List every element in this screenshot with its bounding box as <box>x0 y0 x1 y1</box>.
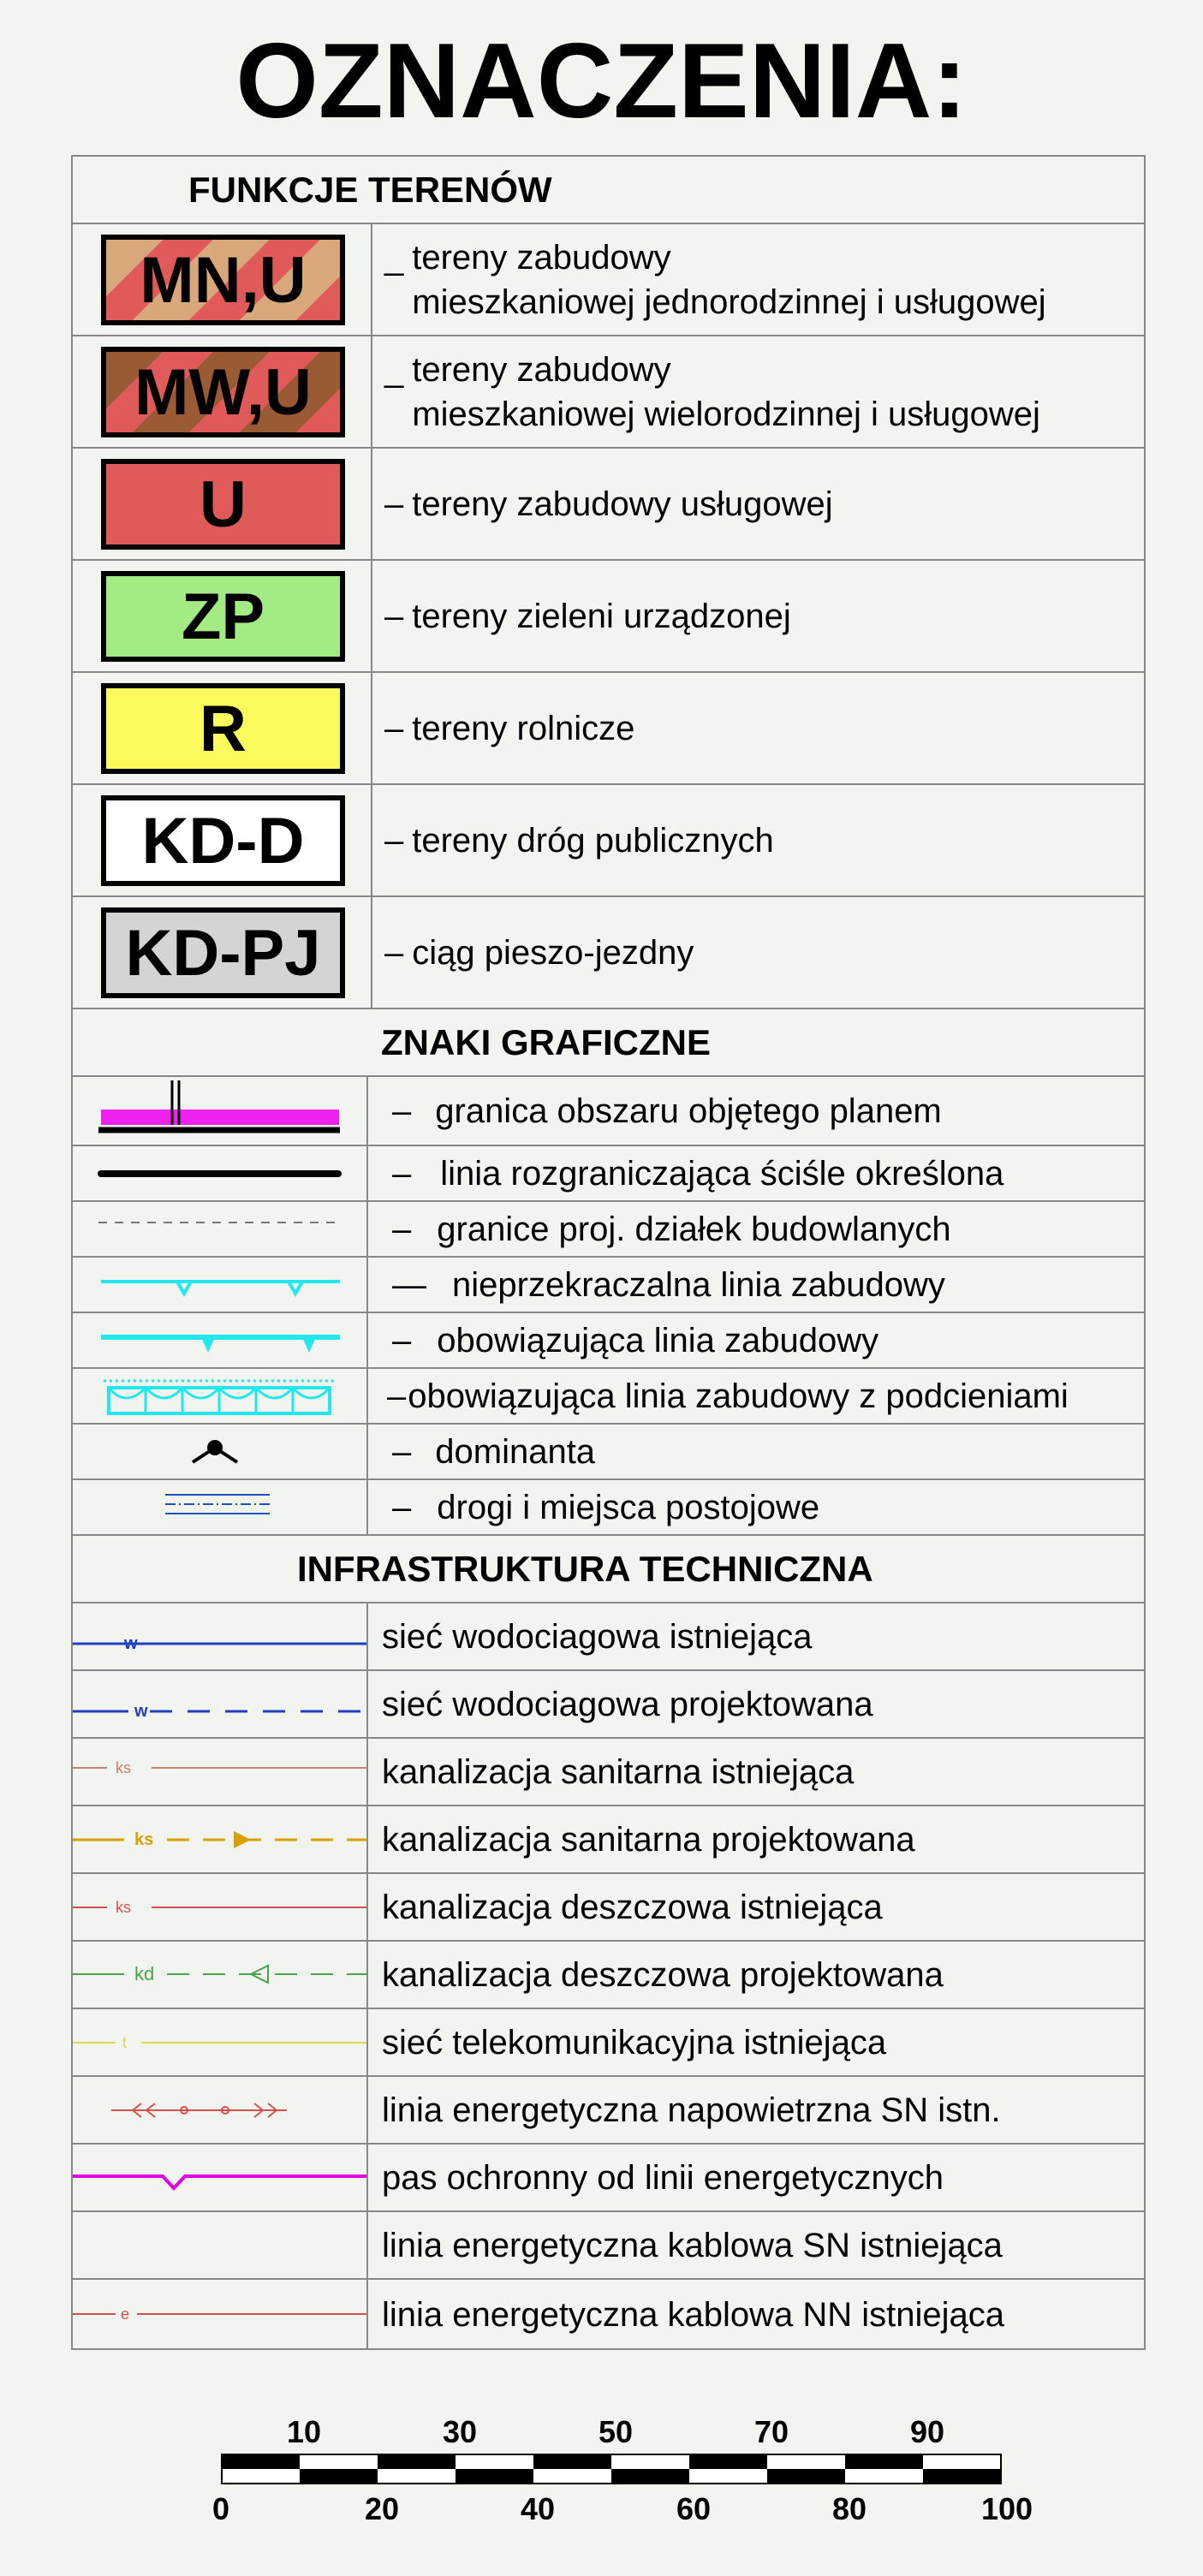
cable-power-nn-icon <box>73 2280 368 2348</box>
section-header-text: INFRASTRUKTURA TECHNICZNA <box>297 1548 873 1589</box>
scale-label-bottom: 0 <box>211 2491 230 2526</box>
land-use-label: tereny rolnicze <box>412 709 635 747</box>
plan-boundary-icon <box>73 1077 368 1145</box>
symbol-cell <box>73 2009 368 2075</box>
dash: – <box>384 821 404 860</box>
infrastructure-row <box>73 2009 1144 2077</box>
symbol-cell <box>73 1313 368 1367</box>
scale-label-bottom: 60 <box>676 2491 712 2526</box>
text-cell <box>368 1258 1144 1312</box>
infrastructure-label: kanalizacja deszczowa istniejąca <box>382 1888 883 1926</box>
line-mark-text: t <box>122 2034 128 2051</box>
land-use-symbol-zp <box>101 571 345 662</box>
telecom-existing-icon <box>73 2009 368 2075</box>
line-mark-text: ks <box>116 1899 131 1916</box>
graphic-sign-row <box>73 1146 1144 1202</box>
text-cell <box>368 1942 1144 2008</box>
symbol-cell <box>73 1425 368 1478</box>
dash: – <box>392 1321 412 1359</box>
symbol-cell <box>73 224 372 335</box>
water-existing-icon <box>73 1603 368 1669</box>
dash: – <box>392 1210 412 1248</box>
water-planned-icon <box>73 1671 368 1737</box>
text-cell <box>368 1425 1144 1478</box>
infrastructure-label: pas ochronny od linii energetycznych <box>382 2158 944 2197</box>
dash: _ <box>384 350 404 389</box>
scale-bar-graphic <box>221 2454 1002 2496</box>
land-use-row <box>73 785 1144 897</box>
land-use-code: R <box>200 692 247 765</box>
land-use-code: KD-D <box>141 804 305 878</box>
scale-label-top: 10 <box>286 2414 322 2449</box>
symbol-cell <box>73 1739 368 1805</box>
infrastructure-row <box>73 2212 1144 2280</box>
dominant-icon <box>73 1425 368 1478</box>
scale-label-bottom: 20 <box>364 2491 400 2526</box>
sanitary-planned-icon <box>73 1806 368 1872</box>
cable-power-sn-icon <box>73 2212 368 2278</box>
symbol-cell <box>73 2280 368 2350</box>
infrastructure-label: sieć wodociagowa projektowana <box>382 1685 873 1723</box>
text-cell <box>368 2009 1144 2075</box>
line-mark-text: w <box>134 1702 148 1721</box>
symbol-cell <box>73 785 372 895</box>
graphic-sign-row <box>73 1480 1144 1536</box>
legend-title: OZNACZENIA: <box>235 22 968 140</box>
nonexceedable-building-line-icon <box>73 1258 368 1312</box>
land-use-row <box>73 561 1144 673</box>
symbol-cell <box>73 1146 368 1200</box>
symbol-cell <box>73 561 372 671</box>
land-use-label: ciąg pieszo-jezdny <box>412 933 694 972</box>
text-cell <box>372 449 1144 559</box>
land-use-code: MN,U <box>140 243 307 317</box>
graphic-sign-label: granice proj. działek budowlanych <box>437 1210 951 1248</box>
graphic-sign-row <box>73 1369 1144 1425</box>
symbol-cell <box>73 1942 368 2008</box>
scale-label-bottom: 40 <box>520 2491 556 2526</box>
arcade-building-line-icon <box>73 1369 368 1423</box>
text-cell <box>368 2077 1144 2143</box>
symbol-cell <box>73 673 372 783</box>
plot-boundary-icon <box>73 1202 368 1256</box>
storm-planned-icon <box>73 1942 368 2008</box>
text-cell <box>368 1202 1144 1256</box>
land-use-label: tereny dróg publicznych <box>412 821 774 860</box>
legend-table <box>71 155 1146 2350</box>
text-cell <box>368 2212 1144 2278</box>
text-cell <box>372 785 1144 895</box>
infrastructure-label: linia energetyczna kablowa SN istniejąca <box>382 2226 1003 2264</box>
land-use-code: KD-PJ <box>125 916 321 990</box>
text-cell <box>368 1480 1144 1534</box>
graphic-sign-label: nieprzekraczalna linia zabudowy <box>452 1265 945 1304</box>
symbol-cell <box>73 336 372 447</box>
dash: – <box>392 1432 412 1471</box>
text-cell <box>368 1146 1144 1200</box>
overhead-power-sn-icon <box>73 2077 368 2143</box>
storm-existing-icon <box>73 1874 368 1940</box>
section-header-infrastructure <box>73 1536 1144 1603</box>
text-cell <box>368 2145 1144 2210</box>
line-mark-text: w <box>124 1634 138 1653</box>
land-use-code: MW,U <box>134 355 312 429</box>
graphic-sign-row <box>73 1202 1144 1258</box>
dash: _ <box>384 238 404 277</box>
infrastructure-label: kanalizacja deszczowa projektowana <box>382 1955 944 1994</box>
infrastructure-row <box>73 1942 1144 2009</box>
section-header-land-use <box>73 157 1144 224</box>
dash: — <box>392 1265 426 1304</box>
scale-label-bottom: 80 <box>831 2491 867 2526</box>
scale-label-bottom: 100 <box>980 2491 1033 2526</box>
land-use-label-line2: mieszkaniowej wielorodzinnej i usługowej <box>412 395 1040 433</box>
infrastructure-row <box>73 1671 1144 1739</box>
infrastructure-row <box>73 2280 1144 2350</box>
text-cell <box>372 897 1144 1008</box>
section-header-text: FUNKCJE TERENÓW <box>188 169 552 210</box>
land-use-symbol-u <box>101 459 345 550</box>
land-use-row <box>73 897 1144 1009</box>
land-use-code: ZP <box>181 580 265 653</box>
text-cell <box>368 1671 1144 1737</box>
infrastructure-label: linia energetyczna kablowa NN istniejąca <box>382 2296 1005 2334</box>
dash: – <box>384 709 404 747</box>
line-mark-text: kd <box>134 1963 155 1984</box>
dash: – <box>392 1092 412 1130</box>
text-cell <box>372 224 1144 335</box>
demarcation-line-icon <box>73 1146 368 1200</box>
graphic-sign-label: obowiązująca linia zabudowy <box>437 1321 879 1359</box>
land-use-label-line1: tereny zabudowy <box>412 238 671 277</box>
section-header-graphic-signs <box>73 1009 1144 1077</box>
infrastructure-row <box>73 1603 1144 1671</box>
land-use-symbol-kdd <box>101 795 345 886</box>
infrastructure-label: linia energetyczna napowietrzna SN istn. <box>382 2091 1001 2129</box>
land-use-row <box>73 224 1144 336</box>
infrastructure-row <box>73 1739 1144 1806</box>
text-cell <box>368 1739 1144 1805</box>
land-use-label: tereny zieleni urządzonej <box>412 597 791 635</box>
text-cell <box>372 673 1144 783</box>
line-mark-text: ks <box>134 1830 154 1849</box>
text-cell <box>368 1806 1144 1872</box>
graphic-sign-label: linia rozgraniczająca ściśle określona <box>440 1154 1004 1193</box>
symbol-cell <box>73 1874 368 1940</box>
graphic-sign-row <box>73 1077 1144 1146</box>
scale-label-top: 90 <box>909 2414 945 2449</box>
infrastructure-label: kanalizacja sanitarna projektowana <box>382 1820 915 1859</box>
scale-label-top: 30 <box>442 2414 478 2449</box>
infrastructure-label: sieć telekomunikacyjna istniejąca <box>382 2023 887 2061</box>
symbol-cell <box>73 1603 368 1669</box>
text-cell <box>368 1603 1144 1669</box>
section-header-text: ZNAKI GRAFICZNE <box>381 1021 711 1062</box>
symbol-cell <box>73 1806 368 1872</box>
land-use-row <box>73 673 1144 785</box>
land-use-label: tereny zabudowy usługowej <box>412 485 833 523</box>
symbol-cell <box>73 2145 368 2210</box>
infrastructure-label: kanalizacja sanitarna istniejąca <box>382 1752 855 1791</box>
symbol-cell <box>73 1480 368 1534</box>
symbol-cell <box>73 449 372 559</box>
scale-label-top: 50 <box>598 2414 634 2449</box>
scale-label-top: 70 <box>753 2414 789 2449</box>
infrastructure-row <box>73 1806 1144 1874</box>
graphic-sign-row <box>73 1313 1144 1369</box>
dash: – <box>392 1154 412 1193</box>
dash: – <box>392 1488 412 1526</box>
infrastructure-row <box>73 1874 1144 1942</box>
mandatory-building-line-icon <box>73 1313 368 1367</box>
text-cell <box>372 561 1144 671</box>
symbol-cell <box>73 1671 368 1737</box>
dash: – <box>384 933 404 972</box>
land-use-symbol-mnu <box>101 235 345 325</box>
symbol-cell <box>73 2077 368 2143</box>
symbol-cell <box>73 1202 368 1256</box>
land-use-label-line1: tereny zabudowy <box>412 350 671 389</box>
text-cell <box>368 1369 1144 1423</box>
symbol-cell <box>73 2212 368 2278</box>
dash: – <box>384 597 404 635</box>
land-use-symbol-kdpj <box>101 907 345 998</box>
line-mark-text: ks <box>116 1759 131 1776</box>
symbol-cell <box>73 897 372 1008</box>
graphic-sign-label: granica obszaru objętego planem <box>435 1092 942 1130</box>
graphic-sign-label: obowiązująca linia zabudowy z podcieniami <box>408 1377 1069 1415</box>
symbol-cell <box>73 1369 368 1423</box>
power-protection-strip-icon <box>73 2145 368 2210</box>
graphic-sign-row <box>73 1258 1144 1313</box>
dash: – <box>384 485 404 523</box>
land-use-row <box>73 449 1144 561</box>
graphic-sign-label: dominanta <box>435 1432 596 1471</box>
symbol-cell <box>73 1258 368 1312</box>
land-use-symbol-r <box>101 683 345 774</box>
text-cell <box>368 1874 1144 1940</box>
land-use-label-line2: mieszkaniowej jednorodzinnej i usługowej <box>412 283 1046 321</box>
land-use-symbol-mwu <box>101 347 345 437</box>
land-use-code: U <box>200 467 247 541</box>
land-use-row <box>73 336 1144 449</box>
roads-parking-icon <box>73 1480 368 1534</box>
scale-bar <box>211 2414 1033 2534</box>
text-cell <box>368 1313 1144 1367</box>
line-mark-text: e <box>121 2305 130 2323</box>
infrastructure-row <box>73 2145 1144 2212</box>
graphic-sign-label: drogi i miejsca postojowe <box>437 1488 820 1526</box>
text-cell <box>368 1077 1144 1145</box>
sanitary-existing-icon <box>73 1739 368 1805</box>
infrastructure-row <box>73 2077 1144 2145</box>
dash: – <box>387 1377 407 1415</box>
infrastructure-label: sieć wodociagowa istniejąca <box>382 1617 813 1656</box>
symbol-cell <box>73 1077 368 1145</box>
text-cell <box>372 336 1144 447</box>
text-cell <box>368 2280 1144 2350</box>
graphic-sign-row <box>73 1425 1144 1480</box>
